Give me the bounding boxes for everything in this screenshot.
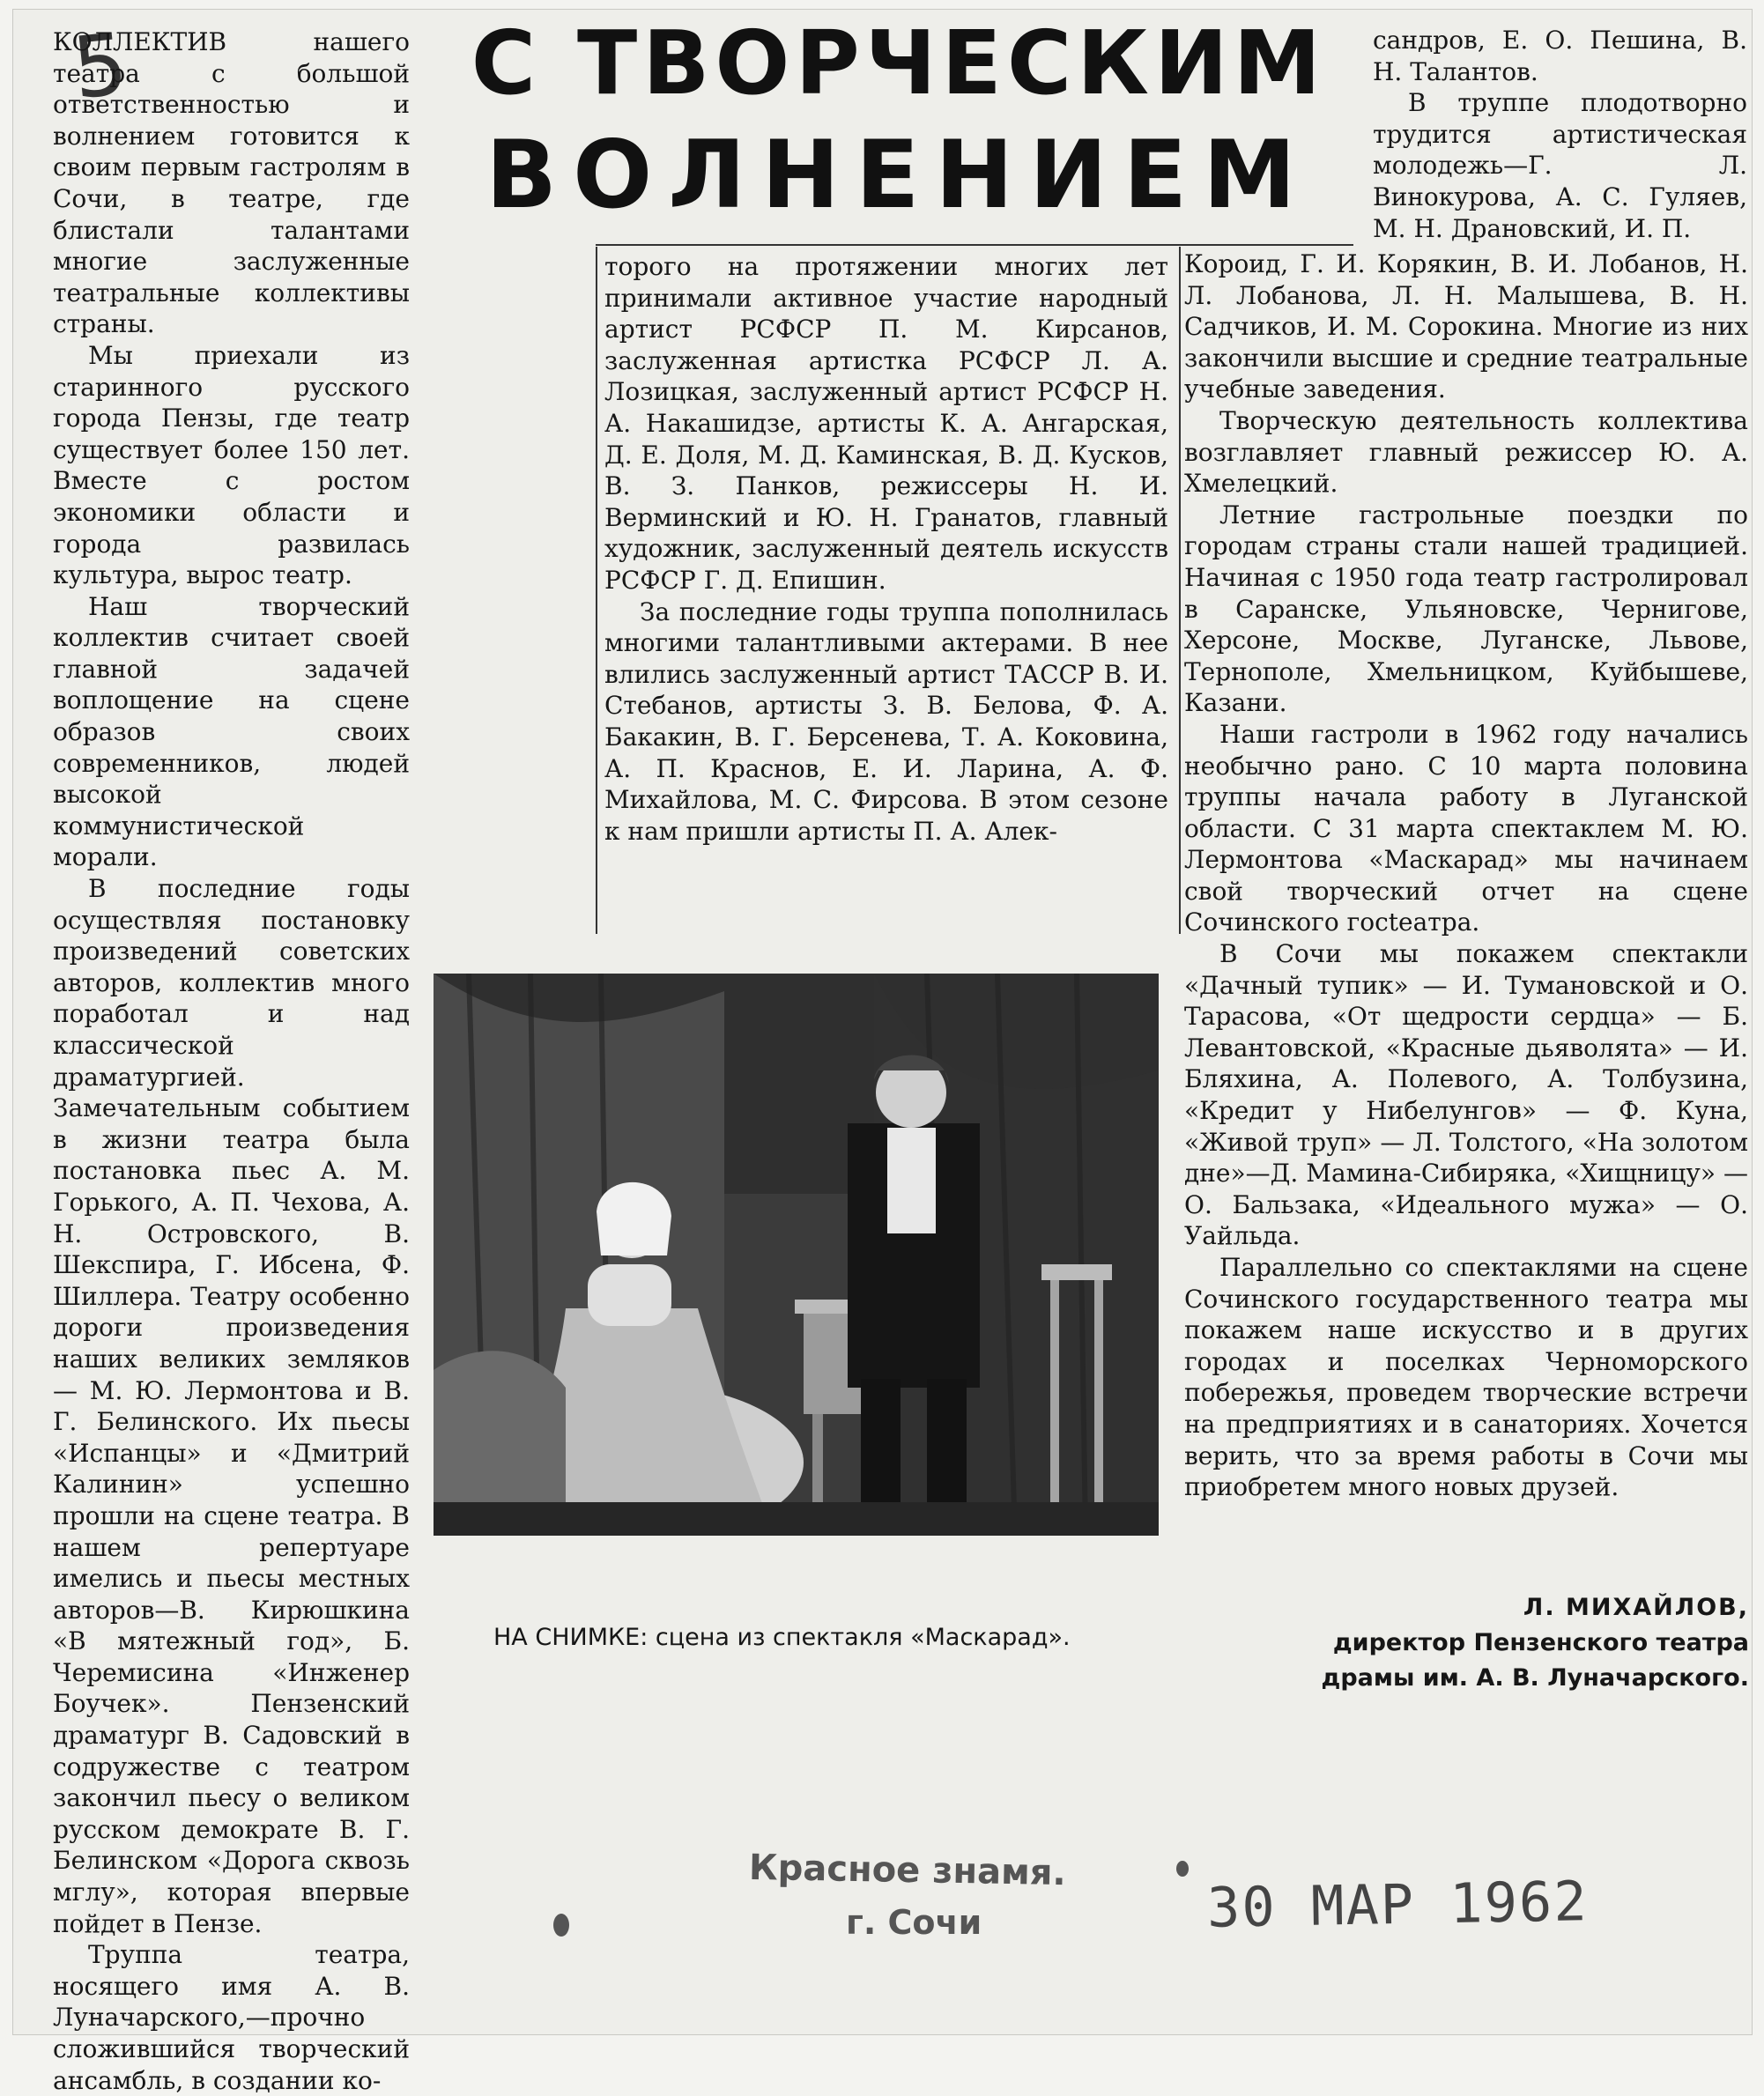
paragraph: Наши гастроли в 1962 году начались необычно рано. С 10 марта половина труппы начала работу в Луганской области. С 31 марта спектаклем М. Ю. Лермонтова «Маскарад» мы начинаем свой творческий отчет на сцене Сочинского госteатра.: [1184, 719, 1748, 937]
ink-mark: [553, 1914, 569, 1937]
paragraph: За последние годы труппа пополнилась многими талантливыми актерами. В нее влились заслуженный артист ТАССР В. И. Стебанов, артисты З. В. Белова, Ф. А. Бакакин, В. Г. Берсенева, Т. А. Коковина, А. П. Краснов, Е. И. Ларина, А. Ф. Михайлова, М. С. Фирсова. В этом сезоне к нам пришли артисты П. А. Алек-: [604, 596, 1168, 846]
stage-photo: [434, 974, 1159, 1536]
paragraph: торого на протяжении многих лет принимали активное участие народный артист РСФСР П. М. Кирсанов, заслуженная артистка РСФСР Л. А. Лозицкая, заслуженный артист РСФСР Н. А. Накашидзе, артисты К. А. Ангарская, Д. Е. Доля, М. Д. Каминская, В. Д. Кусков, В. З. Панков, режиссеры Н. И. Верминский и Ю. Н. Гранатов, главный художник, заслуженный деятель искусств РСФСР Г. Д. Епишин.: [604, 252, 1168, 595]
column-rule: [596, 244, 1353, 246]
paragraph: Труппа театра, носящего имя А. В. Луначарского,—прочно сложившийся творческий ансамбль, в создании ко-: [53, 1940, 410, 2095]
handwritten-number: 5: [68, 14, 132, 119]
paragraph: В Сочи мы покажем спектакли «Дачный тупик» — И. Тумановской и О. Тарасова, «От щедрости сердца» — Б. Левантовской, «Красные дьяволята» — И. Бляхина, А. Полевого, А. Толбузина, «Кредит у Нибелунгов» — Ф. Куна, «Живой труп» — Л. Толстого, «На золотом дне»—Д. Мамина-Сибиряка, «Хищницу» — О. Бальзака, «Идеального мужа» — О. Уайльда.: [1184, 939, 1748, 1251]
article-column-3: [1184, 248, 1748, 1503]
paragraph: Параллельно со спектаклями на сцене Сочинского государственного театра мы покажем наше искусство и в других городах и поселках Черноморского побережья, проведем творческие встречи на предприятиях и в санаториях. Хочется верить, что за время работы в Сочи мы приобретем много новых друзей.: [1184, 1253, 1748, 1502]
article-column-2: [604, 251, 1168, 847]
article-column-1: [53, 26, 410, 2096]
author-name: Л. МИХАЙЛОВ,: [1523, 1594, 1749, 1621]
paragraph: сандров, Е. О. Пешина, В. Н. Талантов.: [1373, 26, 1747, 86]
column-rule: [596, 247, 597, 934]
paragraph: Творческую деятельность коллектива возглавляет главный режиссер Ю. А. Хмелецкий.: [1184, 405, 1748, 499]
headline-line-2: ВОЛНЕНИЕМ: [485, 121, 1312, 229]
paragraph: Короид, Г. И. Корякин, В. И. Лобанов, Н. Л. Лобанова, Л. Н. Малышева, В. Н. Садчиков, И. М. Сорокина. Многие из них закончили высшие и средние театральные учебные заведения.: [1184, 249, 1748, 404]
ink-mark: [1176, 1861, 1189, 1877]
paragraph: Наш творческий коллектив считает своей главной задачей воплощение на сцене образов своих современников, людей высокой коммунистической морали.: [53, 591, 410, 872]
source-newspaper-stamp: Красное знамя.: [748, 1847, 1067, 1894]
headline-line-1: С ТВОРЧЕСКИМ: [471, 11, 1327, 115]
author-role: директор Пензенского театра драмы им. А. В. Луначарского.: [1321, 1629, 1749, 1692]
photo-caption: НА СНИМКЕ: сцена из спектакля «Маскарад».: [493, 1624, 1071, 1651]
paragraph: Мы приехали из старинного русского города Пензы, где театр существует более 150 лет. Вместе с ростом экономики области и города развилась культура, вырос театр.: [53, 340, 410, 590]
paragraph: Летние гастрольные поездки по городам страны стали нашей традицией. Начиная с 1950 года театр гастролировал в Саранске, Ульяновске, Чернигове, Херсоне, Москве, Луганске, Львове, Тернополе, Хмельницком, Куйбышеве, Казани.: [1184, 500, 1748, 718]
source-city-stamp: г. Сочи: [846, 1903, 982, 1942]
column-rule: [1179, 247, 1181, 934]
article-column-4: [1373, 25, 1747, 244]
paragraph: В последние годы осуществляя постановку произведений советских авторов, коллектив много поработал и над классической драматургией. Замечательным событием в жизни театра была постановка пьес А. М. Горького, А. П. Чехова, А. Н. Островского, В. Шекспира, Г. Ибсена, Ф. Шиллера. Театру особенно дороги произведения наших великих земляков — М. Ю. Лермонтова и В. Г. Белинского. Их пьесы «Испанцы» и «Дмитрий Калинин» успешно прошли на сцене театра. В нашем репертуаре имелись и пьесы местных авторов—В. Кирюшкина «В мятежный год», Б. Черемисина «Инженер Боучек». Пензенский драматург В. Садовский в содружестве с театром закончил пьесу о великом русском демократе В. Г. Белинском «Дорога сквозь мглу», которая впервые пойдет в Пензе.: [53, 874, 410, 1938]
paragraph: КОЛЛЕКТИВ нашего театра с большой ответственностью и волнением готовится к своим первым гастролям в Сочи, в театре, где блистали талантами многие заслуженные театральные коллективы страны.: [53, 27, 410, 339]
headline: [458, 11, 1339, 229]
paragraph: В труппе плодотворно трудится артистическая молодежь—Г. Л. Винокурова, А. С. Гуляев, М. Н. Драновский, И. П.: [1373, 88, 1747, 243]
date-stamp: 30 МАР 1962: [1206, 1869, 1590, 1940]
photo-scene: [434, 974, 1159, 1536]
signature-block: [1234, 1590, 1749, 1696]
